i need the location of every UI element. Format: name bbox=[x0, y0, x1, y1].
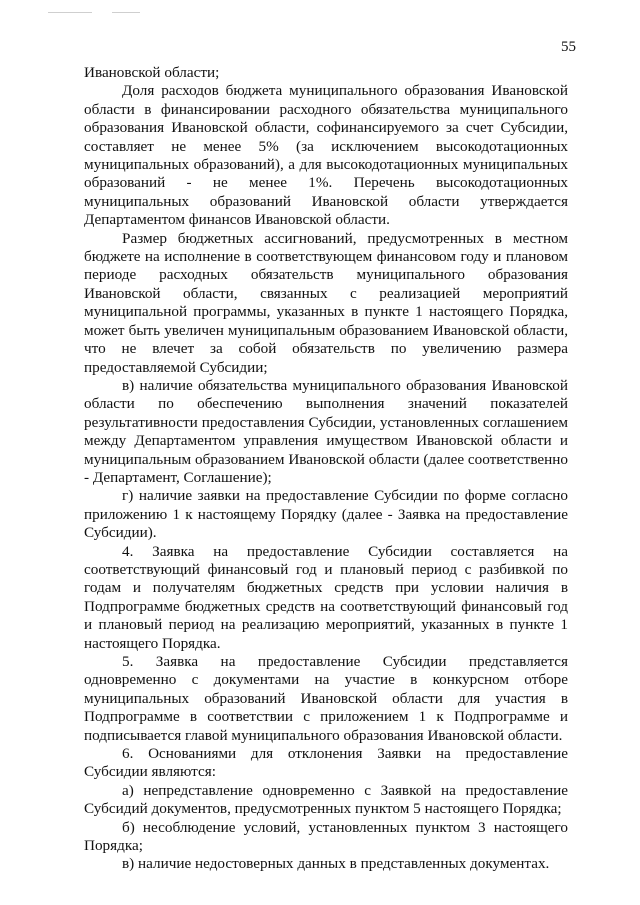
paragraph-item-g: г) наличие заявки на предоставление Субсидии по форме согласно приложению 1 к настоящему Порядку (далее - Заявка на предоставление Субсидии). bbox=[84, 487, 568, 542]
document-body bbox=[84, 64, 568, 874]
paragraph-item-v-final: в) наличие недостоверных данных в представленных документах. bbox=[122, 855, 550, 873]
paragraph-budget-share: Доля расходов бюджета муниципального образования Ивановской области в финансировании расходного обязательства муниципального образования Ивановской области, софинансируемого за счет Субсидии, составляет не менее 5% (за исключением высокодотационных муниципальных образований), а для высокодотационных муниципальных образований - не менее 1%. Перечень высокодотационных муниципальных образований Ивановской области утверждается Департаментом финансов Ивановской области. bbox=[84, 82, 568, 229]
scan-artifact bbox=[48, 12, 92, 13]
paragraph-point-6: 6. Основаниями для отклонения Заявки на предоставление Субсидии являются: bbox=[84, 745, 568, 781]
scan-artifact bbox=[112, 12, 140, 13]
paragraph-point-4: 4. Заявка на предоставление Субсидии составляется на соответствующий финансовый год и плановый период с разбивкой по годам и получателям бюджетных средств при условии наличия в Подпрограмме бюджетных средств на соответствующий финансовый год и плановый период на реализацию мероприятий, указанных в пункте 1 настоящего Порядка. bbox=[84, 542, 568, 652]
paragraph-item-b: б) несоблюдение условий, установленных пунктом 3 настоящего Порядка; bbox=[84, 818, 568, 855]
page-number: 55 bbox=[561, 39, 576, 55]
paragraph-continuation: Ивановской области; bbox=[84, 64, 220, 81]
paragraph-item-v: в) наличие обязательства муниципального образования Ивановской области по обеспечению выполнения значений показателей результативности предоставления Субсидии, установленных соглашением между Департаментом управления имуществом Ивановской области и муниципальным образованием Ивановской области (далее соответственно - Департамент, Соглашение); bbox=[84, 376, 568, 486]
paragraph-point-5: 5. Заявка на предоставление Субсидии представляется одновременно с документами на участие в конкурсном отборе муниципальных образований Ивановской области для участия в Подпрограмме в соответствии с приложением 1 к Подпрограмме и подписывается главой муниципального образования Ивановской области. bbox=[84, 653, 568, 744]
paragraph-budget-allocations: Размер бюджетных ассигнований, предусмотренных в местном бюджете на исполнение в соответствующем финансовом году и плановом периоде расходных обязательств муниципального образования Ивановской области, связанных с реализацией мероприятий муниципальной программы, указанных в пункте 1 настоящего Порядка, может быть увеличен муниципальным образованием Ивановской области, что не влечет за собой обязательств по увеличению размера предоставляемой Субсидии; bbox=[84, 229, 568, 376]
paragraph-item-a: а) непредставление одновременно с Заявкой на предоставление Субсидий документов, предусмотренных пунктом 5 настоящего Порядка; bbox=[84, 781, 568, 818]
